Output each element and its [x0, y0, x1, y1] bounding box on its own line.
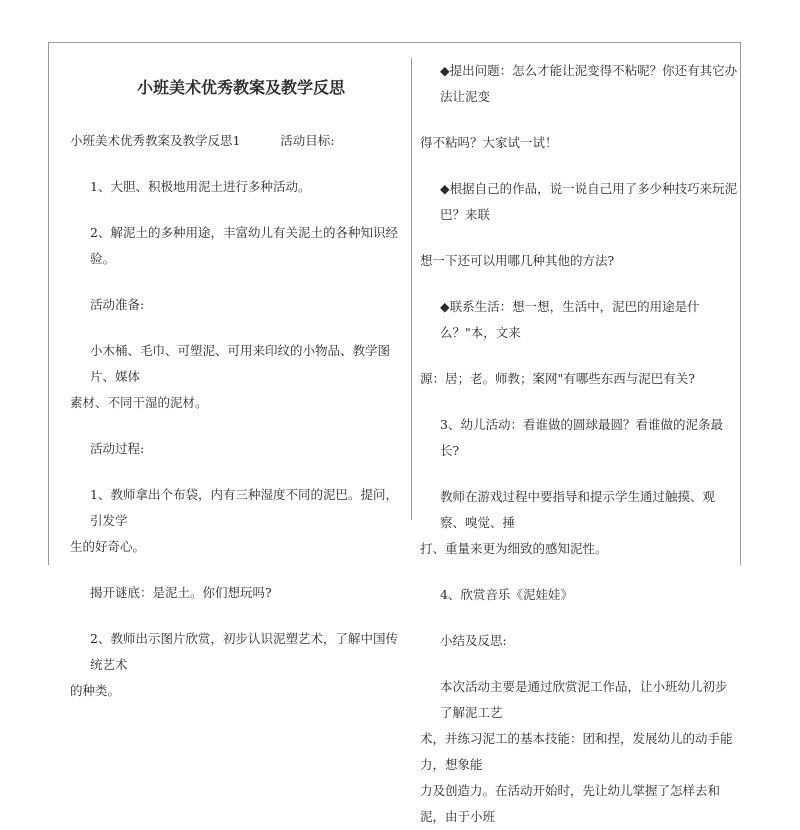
- process-step-1-line-2: 生的好奇心。: [70, 539, 146, 554]
- activity-3: 3、幼儿活动：看谁做的圆球最圆？看谁做的泥条最长?: [440, 417, 723, 458]
- reflection-line-2: 术，并练习泥工的基本技能：团和捏，发展幼儿的动手能力，想象能: [420, 731, 733, 772]
- column-divider: [411, 58, 412, 520]
- spacer: [420, 346, 738, 366]
- spacer: [70, 200, 400, 220]
- spacer: [420, 228, 738, 248]
- reflection-line-1: 本次活动主要是通过欣赏泥工作品，让小班幼儿初步了解泥工艺: [440, 679, 728, 720]
- spacer: [420, 392, 738, 412]
- spacer: [70, 416, 400, 436]
- spacer: [70, 462, 400, 482]
- spacer: [420, 156, 738, 176]
- spacer: [70, 108, 400, 128]
- summary-label: 小结及反思:: [440, 633, 507, 648]
- spacer: [70, 154, 400, 174]
- spacer: [420, 562, 738, 582]
- heading-text: 小班美术优秀教案及教学反思1: [70, 133, 241, 148]
- process-label: 活动过程:: [90, 441, 145, 456]
- spacer: [70, 272, 400, 292]
- section-heading: [70, 128, 400, 154]
- spacer: [70, 606, 400, 626]
- music-item: 4、欣赏音乐《泥娃娃》: [440, 587, 573, 602]
- spacer: [420, 608, 738, 628]
- spacer: [70, 318, 400, 338]
- spacer: [420, 274, 738, 294]
- question-1-line-1: ◆提出问题：怎么才能让泥变得不粘呢？你还有其它办法让泥变: [440, 63, 738, 104]
- right-column: [420, 58, 738, 830]
- question-1-line-2: 得不粘吗？大家试一试！: [420, 135, 558, 150]
- reveal-text: 揭开谜底：是泥土。你们想玩吗?: [90, 585, 272, 600]
- question-3-line-1: ◆联系生活：想一想，生活中，泥巴的用途是什么？"本，文来: [440, 299, 700, 340]
- spacer: [420, 654, 738, 674]
- reflection-line-3: 力及创造力。在活动开始时，先让幼儿掌握了怎样去和泥，由于小班: [420, 783, 721, 824]
- process-step-1-line-1: 1、教师拿出个布袋，内有三种湿度不同的泥巴。提问，引发学: [90, 487, 398, 528]
- page-title: 小班美术优秀教案及教学反思: [136, 78, 345, 97]
- goal-label: 活动目标:: [280, 133, 335, 148]
- process-step-2-line-1: 2、教师出示图片欣赏，初步认识泥塑艺术，了解中国传统艺术: [90, 631, 398, 672]
- question-2-line-2: 想一下还可以用哪几种其他的方法?: [420, 253, 615, 268]
- guidance-line-2: 打、重量来更为细致的感知泥性。: [420, 541, 608, 556]
- goal-item-2: 2、解泥土的多种用途，丰富幼儿有关泥土的各种知识经验。: [90, 225, 398, 266]
- process-step-2-line-2: 的种类。: [70, 683, 121, 698]
- prep-text-line-2: 素材、不同干湿的泥材。: [70, 395, 208, 410]
- spacer: [420, 110, 738, 130]
- goal-item-1: 1、大胆、积极地用泥土进行多种活动。: [90, 179, 311, 194]
- left-column: [70, 68, 400, 704]
- guidance-line-1: 教师在游戏过程中要指导和提示学生通过触摸、观察、嗅觉、捶: [440, 489, 716, 530]
- prep-label: 活动准备:: [90, 297, 145, 312]
- spacer: [70, 560, 400, 580]
- prep-text-line-1: 小木桶、毛巾、可塑泥、可用来印纹的小物品、教学图片、媒体: [90, 343, 391, 384]
- question-3-line-2: 源：居；老。师教；案网"有哪些东西与泥巴有关?: [420, 371, 695, 386]
- spacer: [420, 464, 738, 484]
- question-2-line-1: ◆根据自己的作品，说一说自己用了多少种技巧来玩泥巴？来联: [440, 181, 738, 222]
